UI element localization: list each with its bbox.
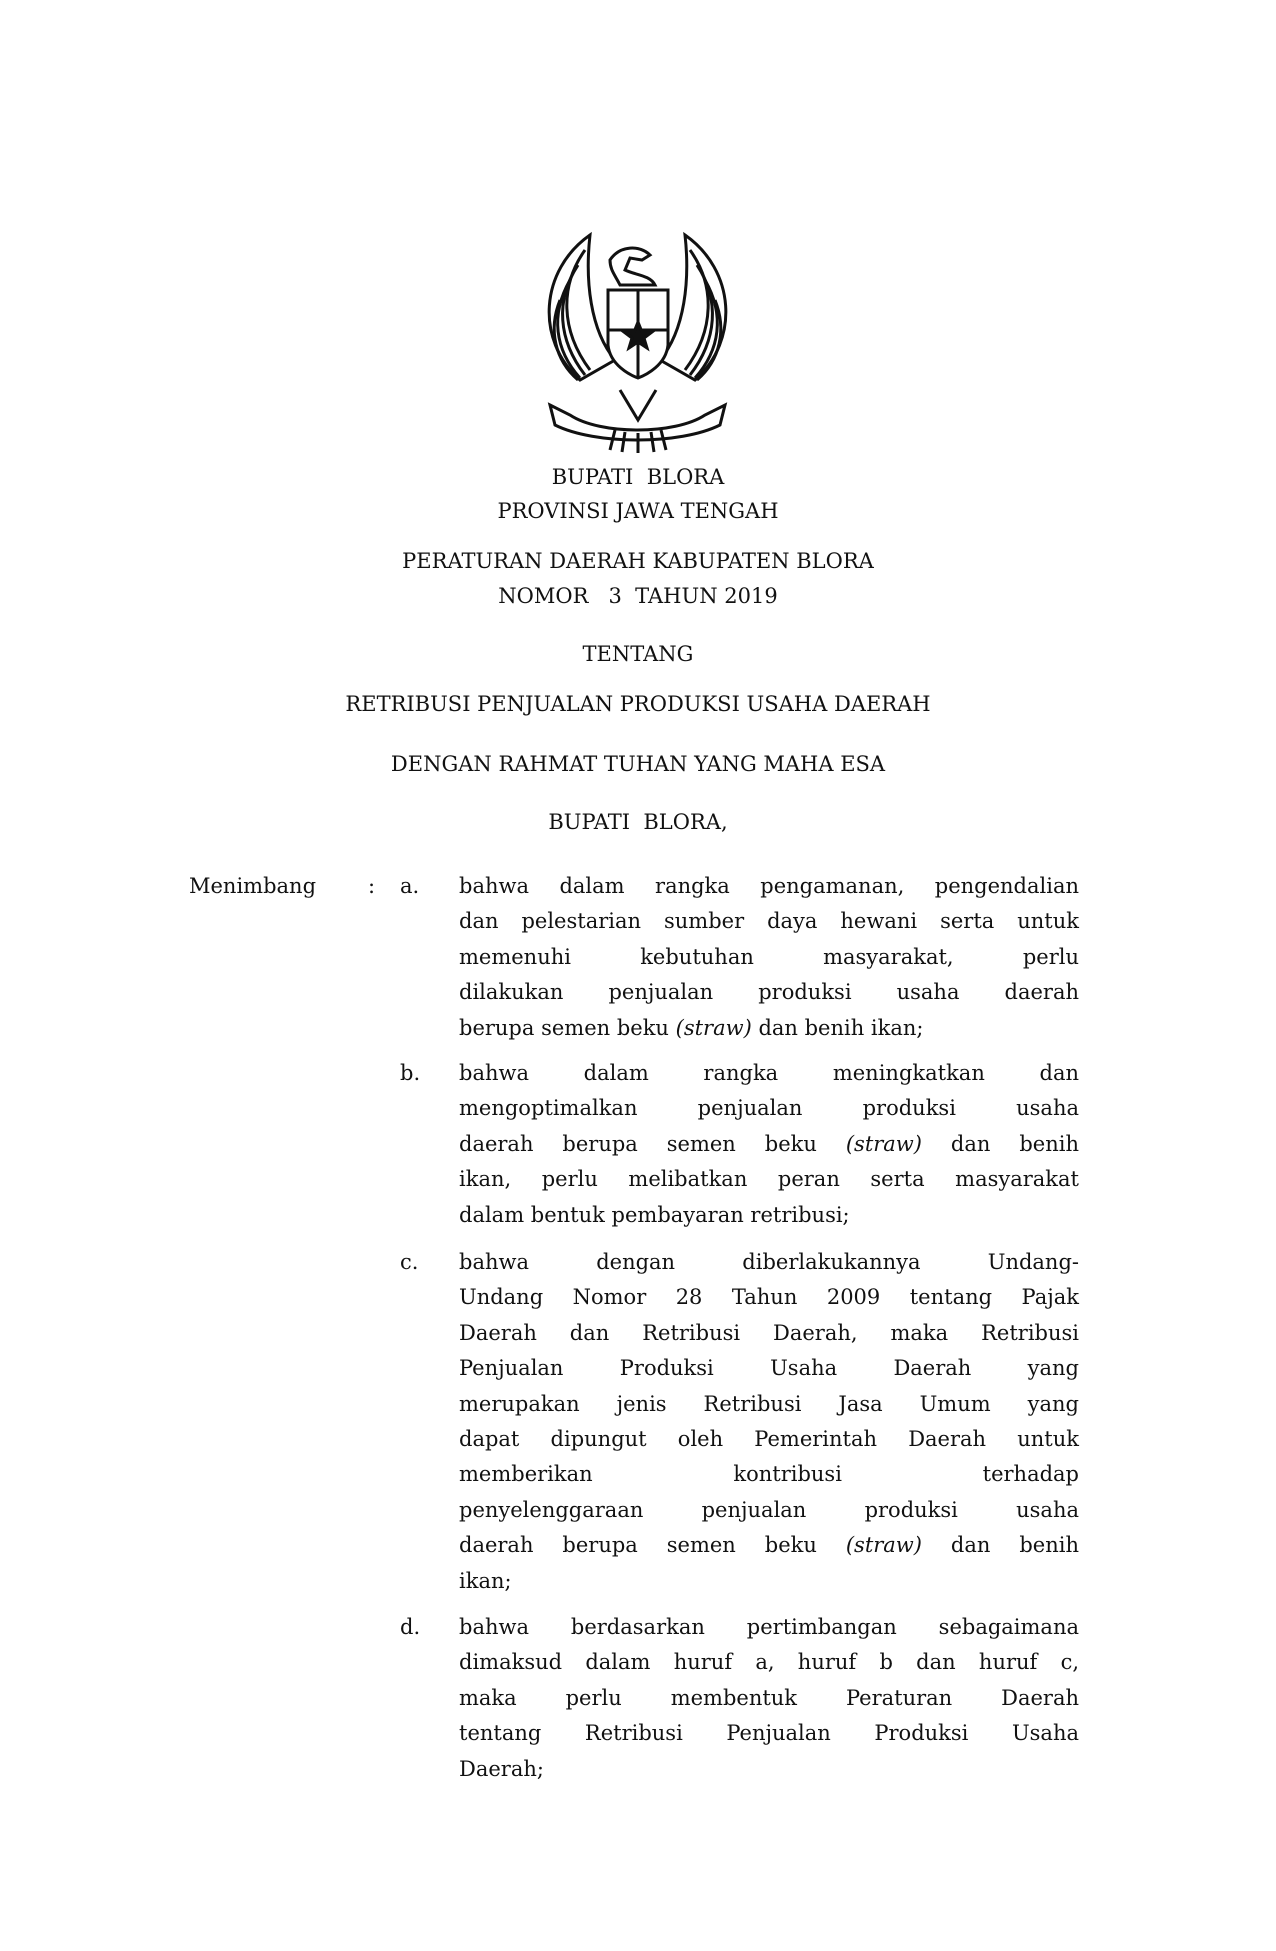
item-line: bahwa berdasarkan pertimbangan sebagaimana	[459, 1615, 1079, 1639]
item-line: ikan;	[459, 1568, 512, 1593]
item-line: Penjualan Produksi Usaha Daerah yang	[459, 1356, 1079, 1381]
garuda-emblem-logo	[530, 230, 745, 455]
province-title: PROVINSI JAWA TENGAH	[497, 499, 779, 523]
item-line: ikan, perlu melibatkan peran serta masyarakat	[459, 1167, 1079, 1192]
item-letter: b.	[400, 1061, 421, 1085]
consideration-item	[459, 1245, 1079, 1599]
regulation-title: PERATURAN DAERAH KABUPATEN BLORA	[402, 549, 874, 573]
consideration-item	[459, 1056, 1079, 1233]
item-letter: a.	[400, 874, 420, 898]
regent-title: BUPATI BLORA	[551, 465, 725, 489]
item-line: mengoptimalkan penjualan produksi usaha	[459, 1096, 1079, 1121]
item-line: daerah berupa semen beku (straw) dan benih	[459, 1533, 1079, 1558]
item-line: Daerah dan Retribusi Daerah, maka Retribusi	[459, 1320, 1079, 1345]
item-line: bahwa dalam rangka meningkatkan dan	[459, 1061, 1079, 1085]
item-line: daerah berupa semen beku (straw) dan benih	[459, 1131, 1079, 1156]
item-line: bahwa dengan diberlakukannya Undang-	[459, 1250, 1079, 1274]
item-line: dapat dipungut oleh Pemerintah Daerah untuk	[459, 1426, 1079, 1451]
regulation-number: NOMOR 3 TAHUN 2019	[498, 584, 778, 608]
item-line: dalam bentuk pembayaran retribusi;	[459, 1202, 850, 1227]
item-line: bahwa dalam rangka pengamanan, pengendalian	[459, 874, 1079, 898]
item-letter: d.	[400, 1615, 421, 1639]
item-line: merupakan jenis Retribusi Jasa Umum yang	[459, 1391, 1079, 1416]
left-wing-icon	[549, 235, 615, 380]
item-line: memberikan kontribusi terhadap	[459, 1462, 1079, 1487]
item-line: memenuhi kebutuhan masyarakat, perlu	[459, 944, 1079, 969]
authority: BUPATI BLORA,	[548, 810, 728, 834]
consideration-item	[459, 1610, 1079, 1787]
item-line: berupa semen beku (straw) dan benih ikan;	[459, 1015, 924, 1040]
considerations-colon: :	[368, 874, 376, 898]
item-letter: c.	[400, 1250, 419, 1274]
item-line: dilakukan penjualan produksi usaha daerah	[459, 980, 1079, 1005]
considerations-label: Menimbang	[189, 874, 317, 898]
item-line: Daerah;	[459, 1756, 544, 1781]
item-line: tentang Retribusi Penjualan Produksi Usaha	[459, 1721, 1079, 1746]
item-line: dan pelestarian sumber daya hewani serta untuk	[459, 909, 1079, 934]
consideration-item	[459, 869, 1079, 1046]
item-line: penyelenggaraan penjualan produksi usaha	[459, 1497, 1079, 1522]
item-line: dimaksud dalam huruf a, huruf b dan huruf c,	[459, 1650, 1079, 1675]
item-line: maka perlu membentuk Peraturan Daerah	[459, 1685, 1079, 1710]
regulation-subject: RETRIBUSI PENJUALAN PRODUKSI USAHA DAERAH	[345, 692, 931, 716]
item-line: Undang Nomor 28 Tahun 2009 tentang Pajak	[459, 1285, 1079, 1310]
preamble: DENGAN RAHMAT TUHAN YANG MAHA ESA	[390, 752, 886, 776]
right-wing-icon	[660, 235, 726, 380]
about-heading: TENTANG	[582, 642, 694, 666]
